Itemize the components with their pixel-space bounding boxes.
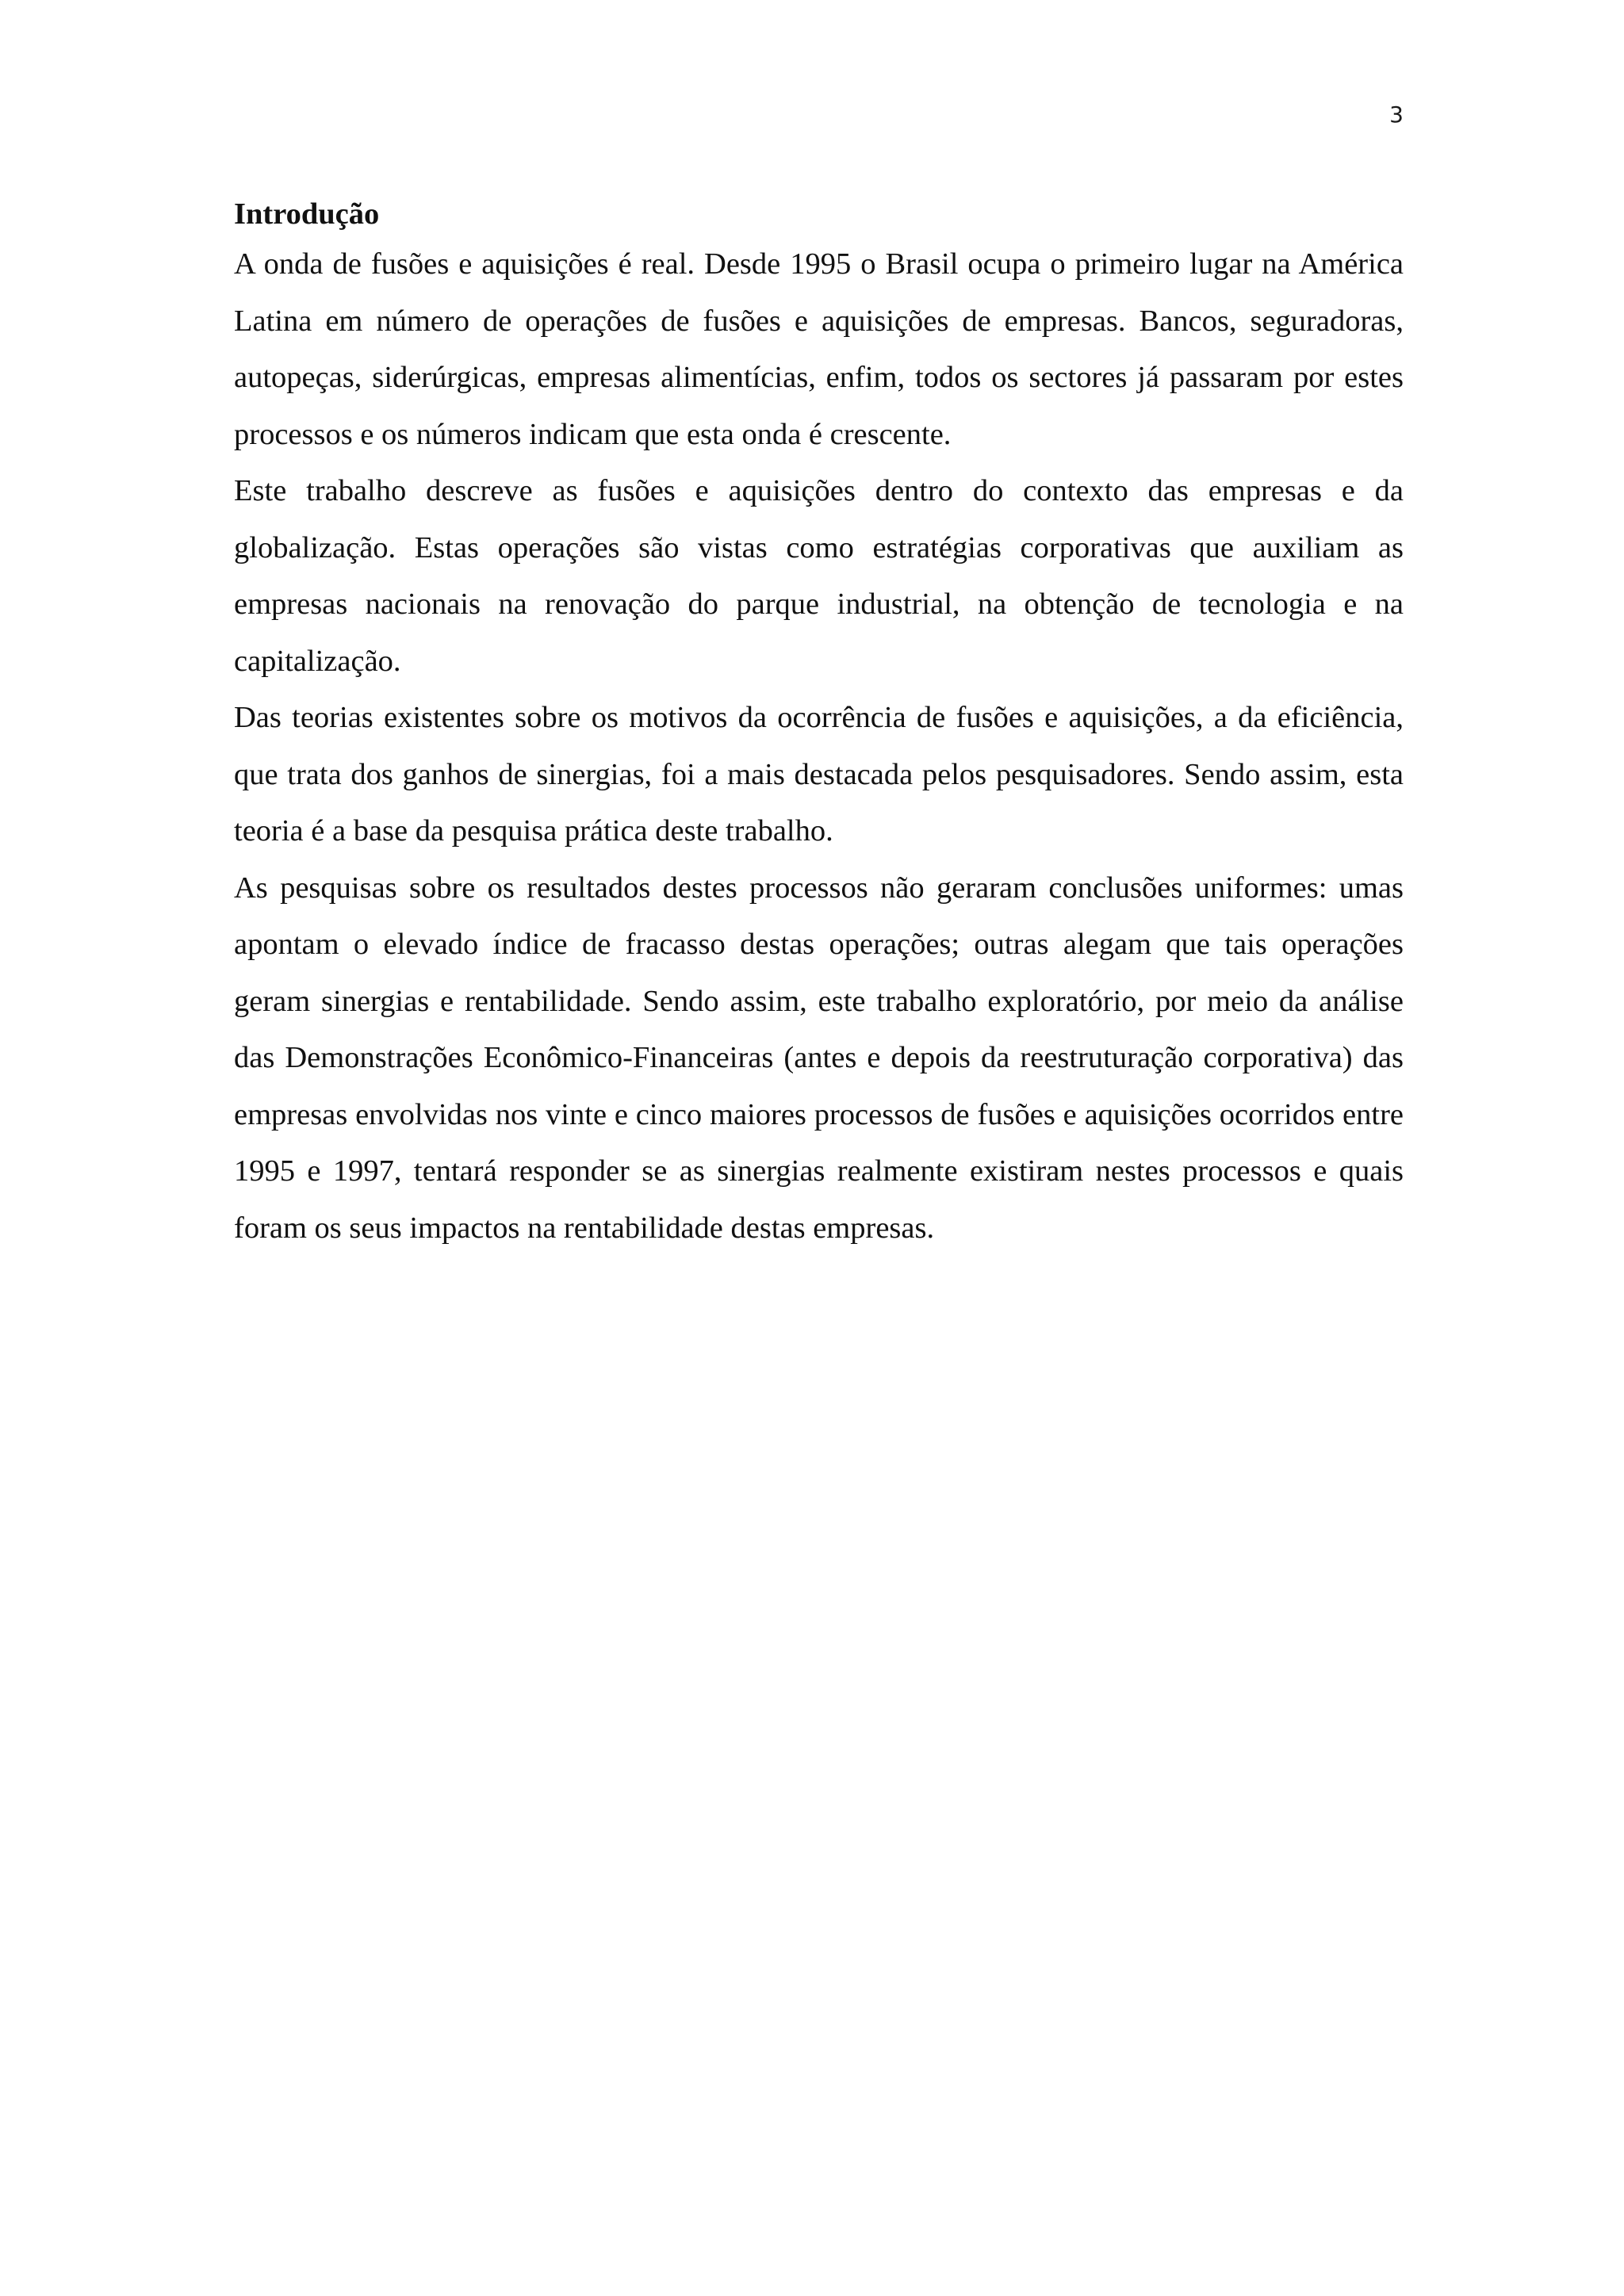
paragraph-2: Este trabalho descreve as fusões e aquisições dentro do contexto das empresas e da globalização. Estas operações são vistas como estratégias corporativas que auxiliam as empresas nacionais na renovação do parque industrial, na obtenção de tecnologia e na capitalização. bbox=[234, 474, 1404, 678]
paragraph-4: As pesquisas sobre os resultados destes processos não geraram conclusões uniformes: umas apontam o elevado índice de fracasso destas operações; outras alegam que tais operações geram sinergias e rentabilidade. Sendo assim, este trabalho exploratório, por meio da análise das Demonstrações Econômico-Financeiras (antes e depois da reestruturação corporativa) das empresas envolvidas nos vinte e cinco maiores processos de fusões e aquisições ocorridos entre 1995 e 1997, tentará responder se as sinergias realmente existiram nestes processos e quais foram os seus impactos na rentabilidade destas empresas. bbox=[234, 871, 1404, 1245]
section-title: Introdução bbox=[234, 197, 380, 231]
paragraph-1: A onda de fusões e aquisições é real. Desde 1995 o Brasil ocupa o primeiro lugar na América Latina em número de operações de fusões e aquisições de empresas. Bancos, seguradoras, autopeças, siderúrgicas, empresas alimentícias, enfim, todos os sectores já passaram por estes processos e os números indicam que esta onda é crescente. bbox=[234, 247, 1404, 451]
paragraph-3: Das teorias existentes sobre os motivos da ocorrência de fusões e aquisições, a da eficiência, que trata dos ganhos de sinergias, foi a mais destacada pelos pesquisadores. Sendo assim, esta teoria é a base da pesquisa prática deste trabalho. bbox=[234, 701, 1404, 848]
document-body bbox=[234, 192, 1404, 1257]
page-number: 3 bbox=[1389, 101, 1404, 128]
